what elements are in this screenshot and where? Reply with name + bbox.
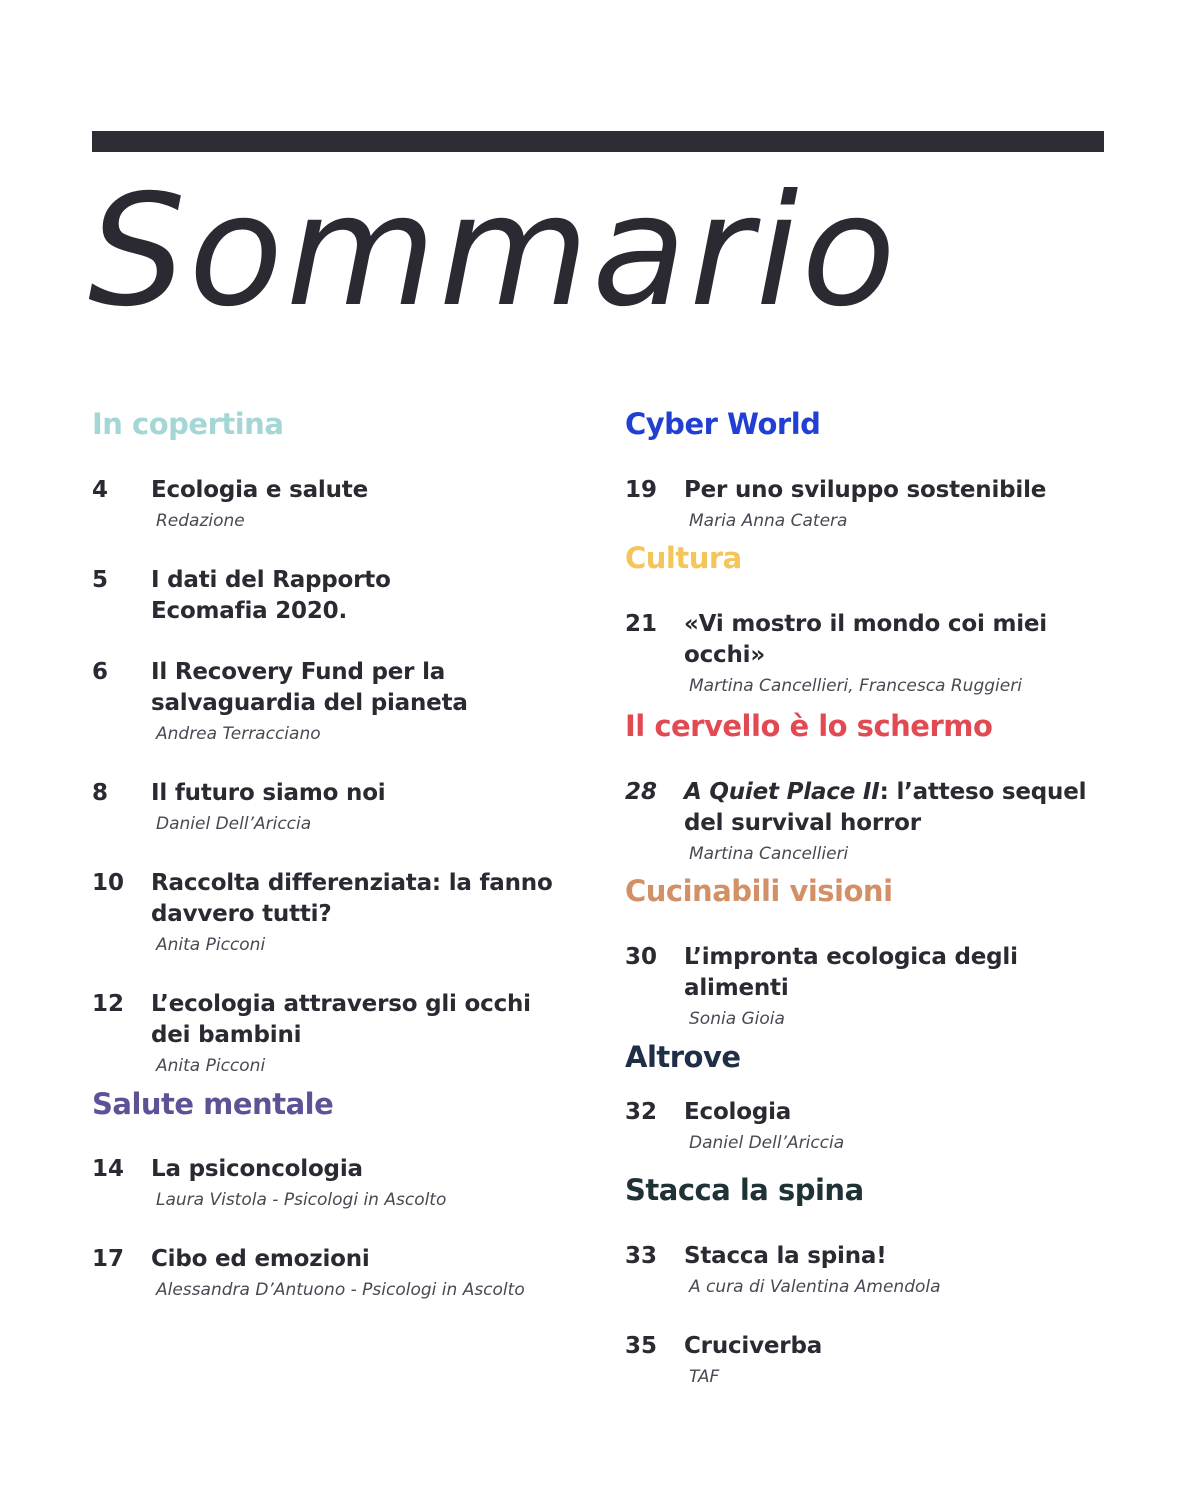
page-number: 28 xyxy=(625,779,658,805)
page-number: 8 xyxy=(92,780,109,806)
article-title: Raccolta differenziata: la fanno davvero tutti? xyxy=(151,870,553,927)
article-author: A cura di Valentina Amendola xyxy=(689,1277,941,1297)
article-author: Martina Cancellieri, Francesca Ruggieri xyxy=(689,676,1022,696)
section-heading-cultura: Cultura xyxy=(625,541,742,575)
article-title: I dati del Rapporto Ecomafia 2020. xyxy=(151,567,391,624)
section-heading-stacca: Stacca la spina xyxy=(625,1173,864,1207)
article-author: Andrea Terracciano xyxy=(156,724,321,744)
toc-entry[interactable] xyxy=(625,1097,1115,1155)
page-number: 17 xyxy=(92,1246,125,1272)
page-number: 4 xyxy=(92,477,109,503)
toc-entry[interactable] xyxy=(625,942,1115,1031)
toc-entry[interactable] xyxy=(92,1244,582,1302)
article-title: L’ecologia attraverso gli occhi dei bambini xyxy=(151,991,531,1048)
toc-entry[interactable] xyxy=(92,657,582,746)
section-heading-cucinabili: Cucinabili visioni xyxy=(625,874,893,908)
article-author: Anita Picconi xyxy=(156,1056,266,1076)
page-number: 35 xyxy=(625,1333,658,1359)
article-author: Sonia Gioia xyxy=(689,1009,785,1029)
article-author: Maria Anna Catera xyxy=(689,511,848,531)
article-title: Il Recovery Fund per la salvaguardia del pianeta xyxy=(151,659,468,716)
page-number: 19 xyxy=(625,477,658,503)
article-author: Anita Picconi xyxy=(156,935,266,955)
article-author: TAF xyxy=(689,1367,720,1387)
film-title: A Quiet Place II xyxy=(684,779,880,805)
section-heading-cervello: Il cervello è lo schermo xyxy=(625,709,993,743)
page-number: 6 xyxy=(92,659,109,685)
article-author: Alessandra D’Antuono - Psicologi in Ascolto xyxy=(156,1280,525,1300)
toc-entry[interactable] xyxy=(625,1241,1115,1299)
toc-entry[interactable] xyxy=(92,475,582,533)
article-author: Redazione xyxy=(156,511,245,531)
toc-entry[interactable] xyxy=(625,777,1115,866)
article-title: Cruciverba xyxy=(684,1333,823,1359)
article-author: Laura Vistola - Psicologi in Ascolto xyxy=(156,1190,447,1210)
section-heading-altrove: Altrove xyxy=(625,1040,741,1074)
toc-entry[interactable] xyxy=(625,1331,1115,1389)
article-title: Stacca la spina! xyxy=(684,1243,887,1269)
page-number: 30 xyxy=(625,944,658,970)
page-number: 21 xyxy=(625,611,658,637)
article-title: Per uno sviluppo sostenibile xyxy=(684,477,1047,503)
article-title: Cibo ed emozioni xyxy=(151,1246,370,1272)
section-heading-salute-mentale: Salute mentale xyxy=(92,1087,334,1121)
page-number: 10 xyxy=(92,870,125,896)
top-rule xyxy=(92,131,1104,152)
article-title: L’impronta ecologica degli alimenti xyxy=(684,944,1018,1001)
toc-entry[interactable] xyxy=(92,778,582,836)
page-number: 12 xyxy=(92,991,125,1017)
toc-entry[interactable] xyxy=(92,989,582,1078)
article-title: Il futuro siamo noi xyxy=(151,780,386,806)
article-author: Martina Cancellieri xyxy=(689,844,849,864)
page-number: 32 xyxy=(625,1099,658,1125)
page-number: 14 xyxy=(92,1156,125,1182)
article-title: Ecologia xyxy=(684,1099,792,1125)
page-number: 5 xyxy=(92,567,109,593)
article-title-rest: : l’atteso sequel del survival horror xyxy=(684,779,1087,836)
toc-entry[interactable] xyxy=(92,868,582,957)
section-heading-cyber-world: Cyber World xyxy=(625,407,821,441)
toc-entry[interactable] xyxy=(92,1154,582,1212)
toc-entry[interactable] xyxy=(625,609,1115,698)
article-title: «Vi mostro il mondo coi miei occhi» xyxy=(684,611,1047,668)
article-title xyxy=(684,777,1104,839)
article-title: La psiconcologia xyxy=(151,1156,363,1182)
article-title: Ecologia e salute xyxy=(151,477,368,503)
article-author: Daniel Dell’Ariccia xyxy=(156,814,312,834)
page-title: Sommario xyxy=(88,162,899,341)
toc-entry[interactable] xyxy=(625,475,1115,533)
toc-entry[interactable] xyxy=(92,565,582,627)
section-heading-in-copertina: In copertina xyxy=(92,407,284,441)
page-number: 33 xyxy=(625,1243,658,1269)
article-author: Daniel Dell’Ariccia xyxy=(689,1133,845,1153)
